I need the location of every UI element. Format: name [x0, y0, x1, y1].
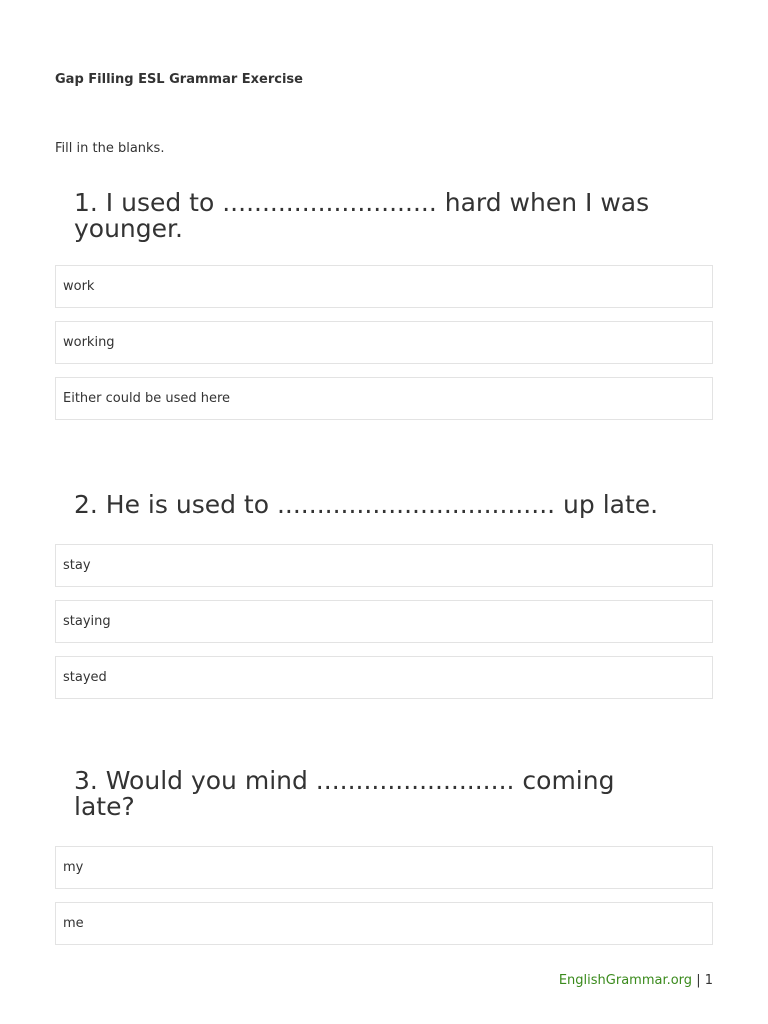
question-3: [55, 768, 713, 958]
answer-option[interactable]: work: [55, 265, 713, 308]
question-3-options: [55, 846, 713, 945]
page-footer: [559, 973, 713, 988]
answer-option[interactable]: stay: [55, 544, 713, 587]
question-1-options: [55, 265, 713, 420]
page-title: Gap Filling ESL Grammar Exercise: [55, 72, 303, 87]
instructions-text: Fill in the blanks.: [55, 141, 165, 156]
question-3-text: 3. Would you mind ......................... coming late?: [74, 766, 615, 821]
question-2: [55, 492, 713, 712]
answer-option[interactable]: stayed: [55, 656, 713, 699]
answer-option[interactable]: me: [55, 902, 713, 945]
answer-option[interactable]: my: [55, 846, 713, 889]
answer-option[interactable]: working: [55, 321, 713, 364]
answer-option[interactable]: staying: [55, 600, 713, 643]
question-2-options: [55, 544, 713, 699]
page-number: 1: [704, 973, 713, 988]
footer-separator: |: [692, 973, 705, 988]
site-link[interactable]: EnglishGrammar.org: [558, 973, 693, 988]
question-2-text: 2. He is used to ................................... up late.: [74, 490, 659, 519]
question-1-text: 1. I used to ........................... hard when I was younger.: [74, 188, 650, 243]
answer-option[interactable]: Either could be used here: [55, 377, 713, 420]
question-1: [55, 190, 713, 433]
